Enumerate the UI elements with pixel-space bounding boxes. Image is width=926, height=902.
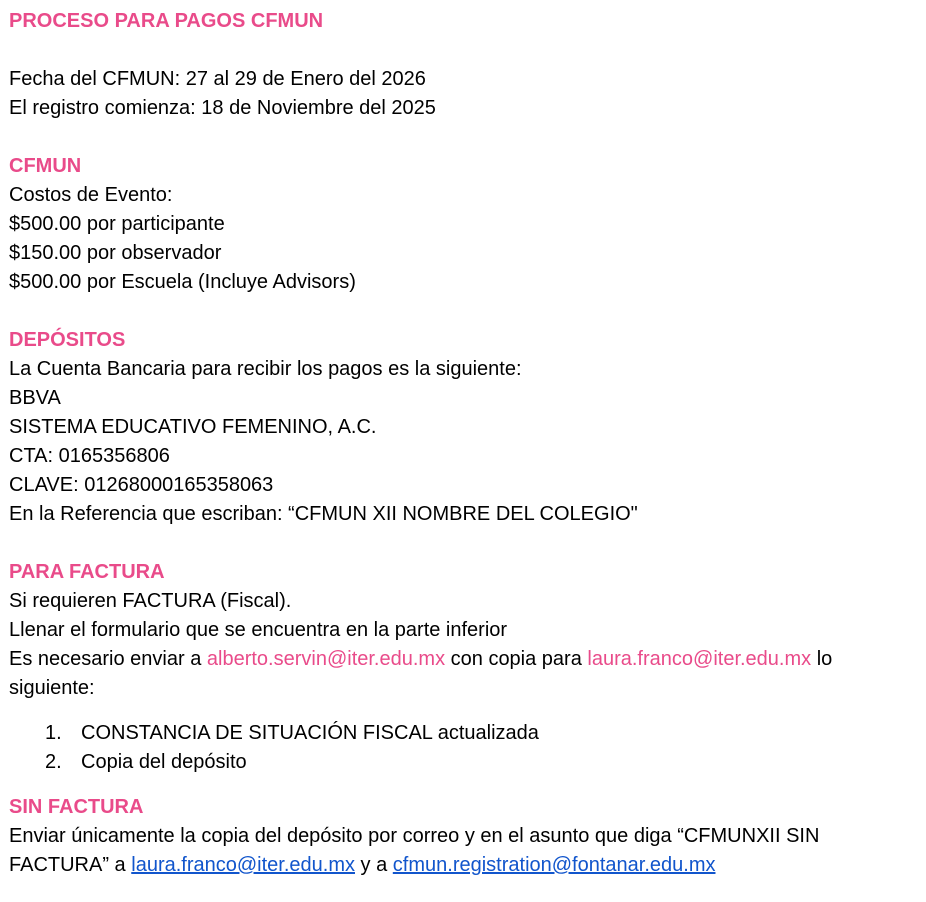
text: lo [811, 648, 833, 670]
list-item [9, 719, 919, 748]
email-alberto[interactable]: alberto.servin@iter.edu.mx [206, 648, 446, 670]
event-date: Fecha del CFMUN: 27 al 29 de Enero del 2026 [9, 68, 426, 90]
text: y a [355, 854, 393, 876]
link-cfmun-registration[interactable]: cfmun.registration@fontanar.edu.mx [392, 854, 716, 876]
section-heading-depositos: DEPÓSITOS [9, 329, 126, 351]
deposit-account: CTA: 0165356806 [9, 445, 170, 467]
deposit-bank: BBVA [9, 387, 61, 409]
text: Es necesario enviar a [9, 648, 207, 670]
sin-factura-line-2 [9, 851, 919, 880]
factura-line: Llenar el formulario que se encuentra en la parte inferior [9, 619, 508, 641]
spacer [9, 297, 919, 326]
cost-item: $500.00 por Escuela (Incluye Advisors) [9, 271, 356, 293]
deposit-line: La Cuenta Bancaria para recibir los pagos es la siguiente: [9, 358, 522, 380]
spacer [9, 777, 919, 793]
page-title: PROCESO PARA PAGOS CFMUN [9, 10, 324, 32]
costs-label: Costos de Evento: [9, 184, 173, 206]
list-text: CONSTANCIA DE SITUACIÓN FISCAL actualizada [81, 722, 539, 744]
section-heading-factura: PARA FACTURA [9, 561, 165, 583]
spacer [9, 529, 919, 558]
registration-start: El registro comienza: 18 de Noviembre del 2025 [9, 97, 436, 119]
list-text: Copia del depósito [81, 751, 247, 773]
spacer [9, 703, 919, 719]
section-heading-sin-factura: SIN FACTURA [9, 796, 144, 818]
spacer [9, 36, 919, 65]
section-heading-cfmun: CFMUN [9, 155, 82, 177]
list-number: 1. [45, 722, 62, 744]
sin-factura-line: Enviar únicamente la copia del depósito por correo y en el asunto que diga “CFMUNXII SIN [9, 825, 820, 847]
factura-line: Si requieren FACTURA (Fiscal). [9, 590, 292, 612]
spacer [9, 123, 919, 152]
deposit-clabe: CLAVE: 012680001653580​63 [9, 474, 274, 496]
factura-send-line-2: siguiente: [9, 677, 95, 699]
list-number: 2. [45, 751, 62, 773]
text: FACTURA” a [9, 854, 132, 876]
factura-send-line [9, 645, 919, 674]
text: con copia para [445, 648, 588, 670]
cost-item: $150.00 por observador [9, 242, 222, 264]
link-laura-franco[interactable]: laura.franco@iter.edu.mx [131, 854, 355, 876]
document-body [9, 7, 919, 880]
requirements-list [9, 719, 919, 777]
cost-item: $500.00 por participante [9, 213, 225, 235]
list-item [9, 748, 919, 777]
email-laura[interactable]: laura.franco@iter.edu.mx [587, 648, 812, 670]
deposit-reference: En la Referencia que escriban: “CFMUN XII NOMBRE DEL COLEGIO" [9, 503, 638, 525]
deposit-holder: SISTEMA EDUCATIVO FEMENINO, A.C. [9, 416, 377, 438]
